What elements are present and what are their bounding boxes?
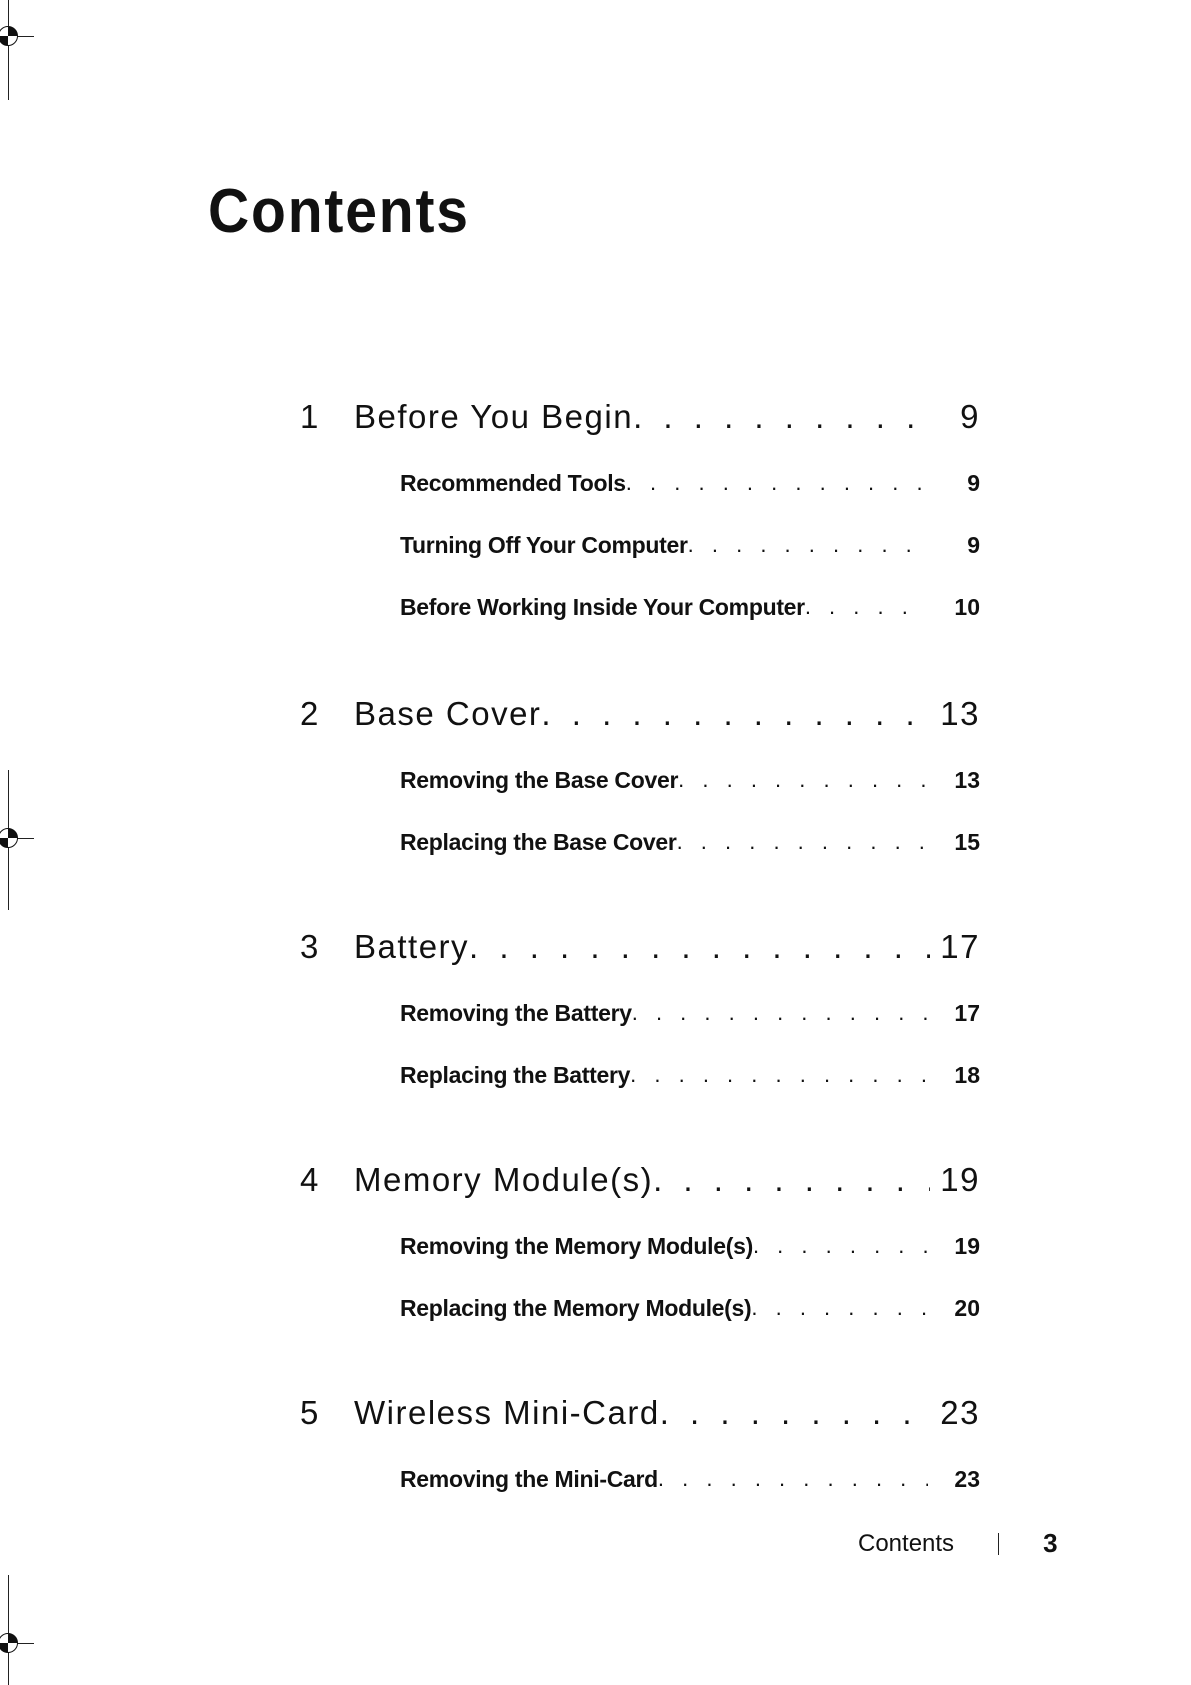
dot-leader [677, 829, 928, 855]
toc-chapter-row[interactable] [300, 1161, 980, 1209]
toc-section-row[interactable] [400, 576, 980, 638]
crosshair-icon [0, 26, 18, 46]
dot-leader [751, 1295, 928, 1321]
chapter-number: 1 [300, 398, 320, 435]
section-title: Before Working Inside Your Computer [400, 593, 805, 620]
chapter-title: Memory Module(s) [354, 1161, 654, 1198]
chapter-title: Base Cover [354, 695, 542, 732]
section-page: 10 [954, 593, 980, 620]
chapter-title: Wireless Mini-Card [354, 1394, 660, 1431]
section-page: 13 [954, 766, 980, 793]
dot-leader [469, 928, 930, 966]
section-title: Removing the Battery [400, 999, 632, 1026]
section-title: Removing the Base Cover [400, 766, 679, 793]
dot-leader [541, 695, 930, 733]
chapter-page: 19 [940, 1161, 980, 1198]
dot-leader [633, 398, 930, 436]
chapter-title: Battery [354, 928, 470, 965]
toc-section-row[interactable] [400, 749, 980, 811]
toc-chapter-5 [300, 1394, 980, 1510]
section-page: 15 [954, 828, 980, 855]
section-title: Turning Off Your Computer [400, 531, 688, 558]
chapter-page: 13 [940, 695, 980, 732]
toc-chapter-row[interactable] [300, 1394, 980, 1442]
toc-chapter-1 [300, 398, 980, 638]
footer-section-label: Contents [858, 1529, 955, 1557]
toc-chapter-row[interactable] [300, 695, 980, 743]
dot-leader [805, 594, 928, 620]
section-title: Replacing the Base Cover [400, 828, 677, 855]
footer-page-number: 3 [1043, 1528, 1058, 1558]
dot-leader [626, 470, 928, 496]
dot-leader [660, 1394, 930, 1432]
chapter-number: 5 [300, 1394, 320, 1431]
toc-section-row[interactable] [400, 452, 980, 514]
dot-leader [658, 1466, 928, 1492]
page-footer [858, 1528, 1058, 1559]
footer-divider [998, 1533, 999, 1555]
section-title: Removing the Mini-Card [400, 1465, 658, 1492]
toc-section-row[interactable] [400, 1044, 980, 1106]
toc-section-row[interactable] [400, 1448, 980, 1510]
dot-leader [678, 767, 928, 793]
toc-section-row[interactable] [400, 811, 980, 873]
toc-section-row[interactable] [400, 1277, 980, 1339]
chapter-title: Before You Begin [354, 398, 634, 435]
toc-section-row[interactable] [400, 1215, 980, 1277]
toc-chapter-3 [300, 928, 980, 1106]
section-title: Replacing the Battery [400, 1061, 631, 1088]
section-page: 20 [954, 1294, 980, 1321]
crosshair-icon [0, 828, 18, 848]
section-page: 19 [954, 1232, 980, 1259]
chapter-number: 4 [300, 1161, 320, 1198]
dot-leader [630, 1062, 928, 1088]
toc-section-row[interactable] [400, 982, 980, 1044]
dot-leader [653, 1161, 930, 1199]
section-page: 18 [954, 1061, 980, 1088]
toc-section-row[interactable] [400, 514, 980, 576]
registration-mark-top [0, 0, 40, 100]
section-page: 17 [954, 999, 980, 1026]
section-title: Removing the Memory Module(s) [400, 1232, 753, 1259]
page-title: Contents [208, 177, 470, 246]
dot-leader [688, 532, 928, 558]
dot-leader [632, 1000, 928, 1026]
section-title: Replacing the Memory Module(s) [400, 1294, 752, 1321]
toc-chapter-row[interactable] [300, 928, 980, 976]
dot-leader [753, 1233, 928, 1259]
section-title: Recommended Tools [400, 469, 626, 496]
section-page: 9 [967, 531, 980, 558]
chapter-number: 3 [300, 928, 320, 965]
chapter-page: 23 [940, 1394, 980, 1431]
toc-chapter-2 [300, 695, 980, 873]
toc-chapter-4 [300, 1161, 980, 1339]
section-page: 9 [967, 469, 980, 496]
registration-mark-middle [0, 770, 40, 910]
chapter-page: 9 [960, 398, 980, 435]
section-page: 23 [954, 1465, 980, 1492]
chapter-page: 17 [940, 928, 980, 965]
crosshair-icon [0, 1633, 18, 1653]
chapter-number: 2 [300, 695, 320, 732]
toc-chapter-row[interactable] [300, 398, 980, 446]
registration-mark-bottom [0, 1575, 40, 1685]
